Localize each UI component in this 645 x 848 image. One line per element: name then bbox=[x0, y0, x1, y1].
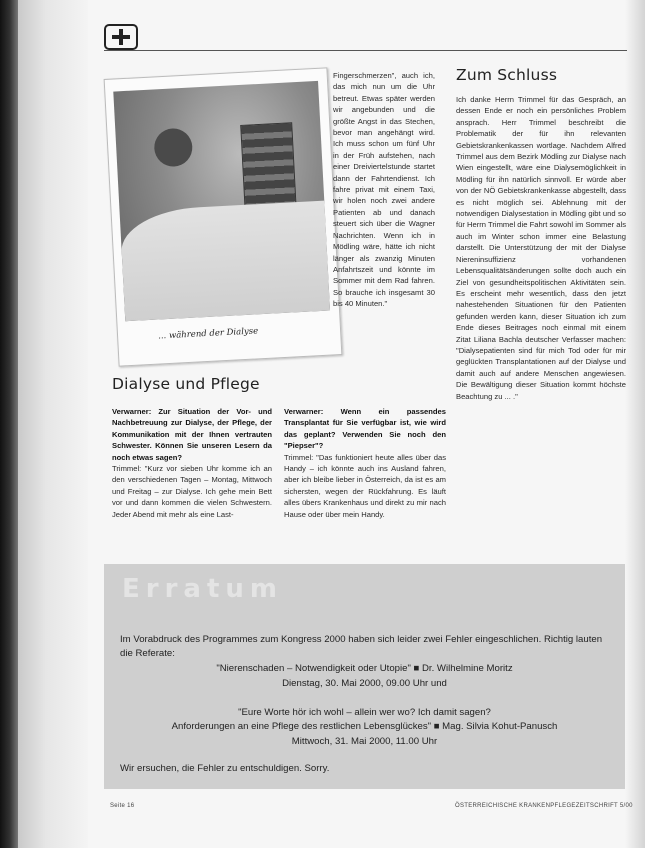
page-edge-shadow bbox=[625, 0, 645, 848]
erratum-line-8: Wir ersuchen, die Fehler zu entschuldigen. Sorry. bbox=[120, 763, 330, 774]
dialysis-photo bbox=[104, 67, 343, 366]
page-gutter bbox=[18, 0, 88, 848]
cross-logo-icon bbox=[104, 24, 138, 50]
erratum-line-4: Dienstag, 30. Mai 2000, 09.00 Uhr und bbox=[282, 678, 447, 689]
left-column-text bbox=[112, 406, 272, 520]
interview-question-transplant: Verwarner: Wenn ein passendes Transplantat für Sie verfügbar ist, wie wird das geplant? Verwenden Sie noch den "Piepser"? bbox=[284, 407, 446, 451]
erratum-line-1: Im Vorabdruck des Programmes zum Kongress 2000 haben sich leider zwei Fehler eingeschlichen. Richtig lauten bbox=[120, 634, 603, 645]
section-heading-dialyse: Dialyse und Pflege bbox=[112, 375, 260, 393]
middle-column-top-text bbox=[333, 70, 435, 310]
erratum-line-7: Mittwoch, 31. Mai 2000, 11.00 Uhr bbox=[291, 736, 438, 747]
section-heading-zum-schluss: Zum Schluss bbox=[456, 66, 558, 84]
patient-figure bbox=[153, 128, 193, 168]
interview-answer-transplant: Trimmel: "Das funktioniert heute alles über das Handy – ich könnte auch ins Ausland fahren, aber ich bleibe lieber in Österreich, da ist es am sichersten, wegen der Rückfahrung. Es läuft alles übers Krankenhaus und direkt zu mir nach Hause oder über mein Handy. bbox=[284, 452, 446, 519]
photo-image bbox=[113, 81, 330, 321]
footer-journal-title: ÖSTERREICHISCHE KRANKENPFLEGEZEITSCHRIFT 5/00 bbox=[455, 803, 633, 809]
erratum-line-2: die Referate: bbox=[120, 648, 175, 659]
erratum-title: Erratum bbox=[122, 574, 283, 604]
footer-page-number: Seite 16 bbox=[110, 803, 135, 809]
closing-text: Ich danke Herrn Trimmel für das Gespräch, an dessen Ende er noch ein persönliches Problem ansprach. Herr Trimmel beschreibt die Problematik der für ihn relevanten Gebietskrankenkassen wortlage. Nachdem Alfred Trimmel aus dem Bezirk Mödling zur Dialyse nach Wien eingestellt, wäre eine Dialysemöglichkeit in Mödling für ihn natürlich sinnvoll. Er würde aber von der NÖ Gebietskrankenkasse abgestellt, dass es nicht möglich sei. Ablehnung mit der notwendigen Dialysestation in Mödling gibt und so für Herrn Trimmel die Fahrt sowohl im Sommer als auch im Winter schon immer eine Belastung darstellt. Die Unterstützung der mit der Dialyse Niereninsuffizienz vorhandenen Lebensqualitätsänderungen sollte doch auch ein Ziel von gesundheitspolitischen Aktivitäten sein. Es erscheint mehr wesentlich, dass den jetzt nahestehenden Situationen für den Patienten gefunden werden kann, dieser Situation ich zum Ende dieses Beitrages noch einmal mit einem Zitat Liliana Bachla deutscher Verfasser machen: "Dialysepatienten sind für mich Tod oder für mir geglückten Transplantationen auf der Dialyse und damit auch auf andere Menschen angewiesen. Die Bewältigung dieser Situation kommt höchste Beachtung zu ... ." bbox=[456, 95, 626, 401]
header-rule bbox=[104, 50, 627, 51]
interview-question: Verwarner: Zur Situation der Vor- und Nachbetreuung zur Dialyse, der Pflege, der Kommunikation mit der Ihnen vertrauten Schwester. Können Sie unseren Lesern da noch etwas sagen? bbox=[112, 407, 272, 462]
interview-text: Fingerschmerzen", auch ich, das mich nun um die Uhr betreut. Etwas später werden wir angebunden und die größte Angst in das Stechen, bevor man angehängt wird. Ich muss schon um fünf Uhr in der Früh aufstehen, nach einer Dreiviertelstunde startet dann der Fahrtendienst. Ich fahre privat mit einem Taxi, wir holen noch zwei andere Patienten ab und danach steuert sich über die Wagner Nachrichten. Wenn ich in Mödling wäre, hätte ich nicht länger als zwanzig Minuten Anfahrtszeit und könnte im Sommer mit dem Rad fahren. So brauche ich insgesamt 30 bis 40 Minuten." bbox=[333, 71, 435, 309]
erratum-line-3: "Nierenschaden – Notwendigkeit oder Utopie" ■ Dr. Wilhelmine Moritz bbox=[216, 663, 513, 674]
erratum-line-5: "Eure Worte hör ich wohl – allein wer wo? Ich damit sagen? bbox=[238, 707, 491, 718]
photo-caption: ... während der Dialyse bbox=[157, 326, 259, 342]
book-spine-shadow bbox=[0, 0, 18, 848]
erratum-line-6: Anforderungen an eine Pflege des restlichen Lebensglückes" ■ Mag. Silvia Kohut-Panusch bbox=[171, 721, 558, 732]
right-column-text bbox=[456, 94, 626, 402]
middle-column-bottom-text bbox=[284, 406, 446, 520]
interview-answer: Trimmel: "Kurz vor sieben Uhr komme ich an den verschiedenen Tagen – Montag, Mittwoch und Freitag – zur Dialyse. Ich gehe mein Bett vor und dann kommen die vielen Schwestern. Jeder Abend mit mehr als eine Last- bbox=[112, 464, 272, 519]
bed-blanket bbox=[120, 201, 330, 322]
